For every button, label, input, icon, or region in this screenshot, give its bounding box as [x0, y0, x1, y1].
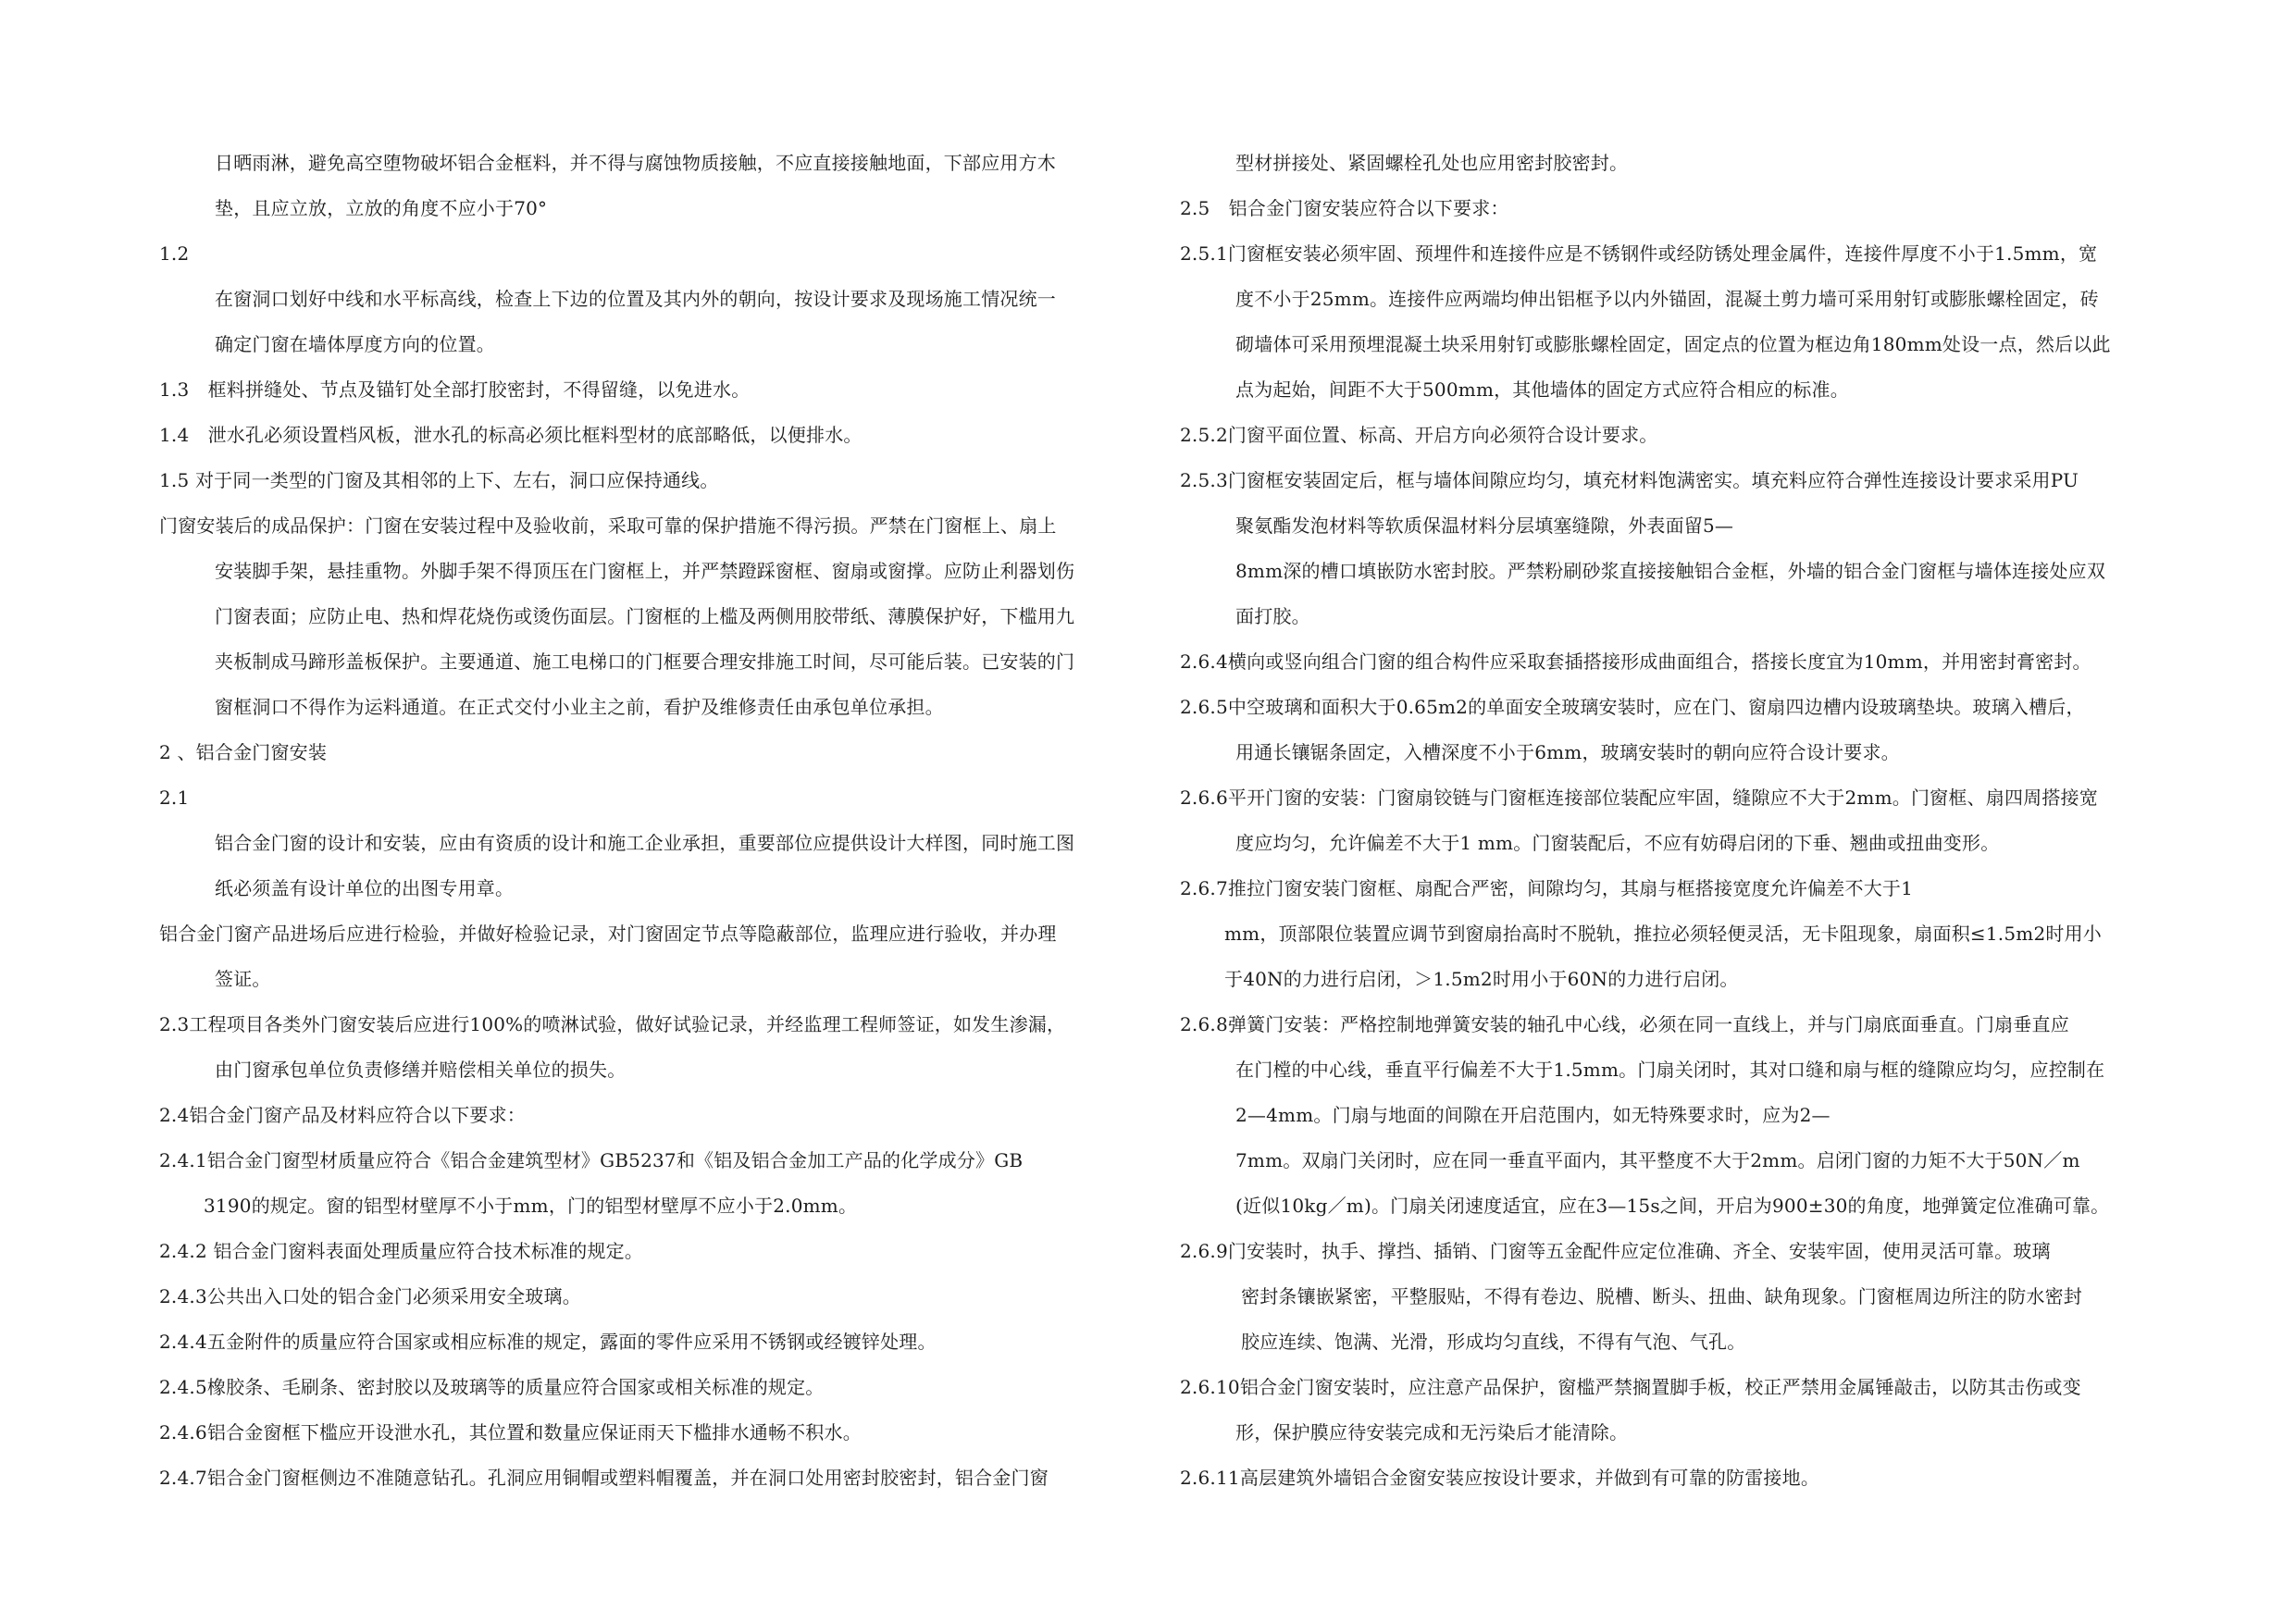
- text-line: 度不小于25mm。连接件应两端均伸出铝框予以内外锚固，混凝土剪力墙可采用射钉或膨胀螺栓固定，砖: [1235, 288, 2099, 310]
- text-line: 在门樘的中心线，垂直平行偏差不大于1.5mm。门扇关闭时，其对口缝和扇与框的缝隙应均匀，应控制在: [1235, 1059, 2105, 1081]
- text-line: 铝合金门窗产品进场后应进行检验，并做好检验记录，对门窗固定节点等隐蔽部位，监理应进行验收，并办理: [159, 923, 1057, 945]
- text-line: 2.5.3门窗框安装固定后，框与墙体间隙应均匀，填充材料饱满密实。填充料应符合弹性连接设计要求采用PU: [1180, 469, 2079, 491]
- text-line: 砌墙体可采用预埋混凝土块采用射钉或膨胀螺栓固定，固定点的位置为框边角180mm处设一点，然后以此: [1235, 333, 2111, 355]
- text-line: 1.2: [159, 242, 190, 265]
- text-line: 2.6.8弹簧门安装：严格控制地弹簧安装的轴孔中心线，必须在同一直线上，并与门扇底面垂直。门扇垂直应: [1180, 1013, 2069, 1035]
- text-line: 纸必须盖有设计单位的出图专用章。: [215, 877, 515, 899]
- text-line: 2.3工程项目各类外门窗安装后应进行100%的喷淋试验，做好试验记录，并经监理工程师签证，如发生渗漏，: [159, 1013, 1066, 1035]
- text-line: 2.5.1门窗框安装必须牢固、预埋件和连接件应是不锈钢件或经防锈处理金属件，连接件厚度不小于1.5mm，宽: [1180, 242, 2098, 265]
- text-line: 8mm深的槽口填嵌防水密封胶。严禁粉刷砂浆直接接触铝合金框，外墙的铝合金门窗框与墙体连接处应双: [1235, 560, 2106, 582]
- text-line: 日晒雨淋，避免高空堕物破坏铝合金框料，并不得与腐蚀物质接触，不应直接接触地面，下部应用方木: [215, 152, 1056, 174]
- text-line: 2.6.9门安装时，执手、撑挡、插销、门窗等五金配件应定位准确、齐全、安装牢固，使用灵活可靠。玻璃: [1180, 1240, 2051, 1262]
- text-line: 签证。: [215, 968, 271, 990]
- text-line: 2.5.2门窗平面位置、标高、开启方向必须符合设计要求。: [1180, 424, 1658, 446]
- text-line: 7mm。双扇门关闭时，应在同一垂直平面内，其平整度不大于2mm。启闭门窗的力矩不大于50N／m: [1235, 1149, 2080, 1171]
- text-line: 聚氨酯发泡材料等软质保温材料分层填塞缝隙，外表面留5—: [1235, 514, 1734, 537]
- text-line: 2.6.5中空玻璃和面积大于0.65m2的单面安全玻璃安装时，应在门、窗扇四边槽内设玻璃垫块。玻璃入槽后，: [1180, 696, 2085, 718]
- text-line: 形，保护膜应待安装完成和无污染后才能清除。: [1235, 1421, 1629, 1443]
- text-line: 型材拼接处、紧固螺栓孔处也应用密封胶密封。: [1235, 152, 1629, 174]
- text-line: 铝合金门窗的设计和安装，应由有资质的设计和施工企业承担，重要部位应提供设计大样图，同时施工图: [215, 832, 1075, 854]
- text-line: 2.5 铝合金门窗安装应符合以下要求：: [1180, 197, 1509, 219]
- text-line: 夹板制成马蹄形盖板保护。主要通道、施工电梯口的门框要合理安排施工时间，尽可能后装。已安装的门: [215, 650, 1075, 673]
- text-line: 确定门窗在墙体厚度方向的位置。: [215, 333, 495, 355]
- text-line: 于40N的力进行启闭，＞1.5m2时用小于60N的力进行启闭。: [1224, 968, 1739, 990]
- text-line: 密封条镶嵌紧密，平整服贴，不得有卷边、脱槽、断头、扭曲、缺角现象。门窗框周边所注的防水密封: [1241, 1285, 2082, 1307]
- text-line: 面打胶。: [1235, 605, 1310, 627]
- text-line: 胶应连续、饱满、光滑，形成均匀直线，不得有气泡、气孔。: [1241, 1331, 1746, 1353]
- text-line: 2.4.3公共出入口处的铝合金门必须采用安全玻璃。: [159, 1285, 581, 1307]
- text-line: 2.4.6铝合金窗框下槛应开设泄水孔，其位置和数量应保证雨天下槛排水通畅不积水。: [159, 1421, 862, 1443]
- text-line: 门窗安装后的成品保护：门窗在安装过程中及验收前，采取可靠的保护措施不得污损。严禁在门窗框上、扇上: [159, 514, 1057, 537]
- text-line: 由门窗承包单位负责修缮并赔偿相关单位的损失。: [215, 1059, 627, 1081]
- text-line: 1.4 泄水孔必须设置档风板，泄水孔的标高必须比框料型材的底部略低，以便排水。: [159, 424, 863, 446]
- text-line: 在窗洞口划好中线和水平标高线，检查上下边的位置及其内外的朝向，按设计要求及现场施工情况统一: [215, 288, 1056, 310]
- text-line: 2.4.2 铝合金门窗料表面处理质量应符合技术标准的规定。: [159, 1240, 644, 1262]
- text-line: 安装脚手架，悬挂重物。外脚手架不得顶压在门窗框上，并严禁蹬踩窗框、窗扇或窗撑。应防止利器划伤: [215, 560, 1075, 582]
- text-line: 2.1: [159, 787, 190, 809]
- left-column: [159, 141, 1159, 1501]
- text-line: 窗框洞口不得作为运料通道。在正式交付小业主之前，看护及维修责任由承包单位承担。: [215, 696, 944, 718]
- text-line: mm，顶部限位装置应调节到窗扇抬高时不脱轨，推拉必须轻便灵活，无卡阻现象，扇面积≤1.5m2时用小: [1224, 923, 2102, 945]
- text-line: 2.4.4五金附件的质量应符合国家或相应标准的规定，露面的零件应采用不锈钢或经镀锌处理。: [159, 1331, 937, 1353]
- text-line: 2.6.11高层建筑外墙铝合金窗安装应按设计要求，并做到有可靠的防雷接地。: [1180, 1467, 1820, 1489]
- text-line: 1.3 框料拼缝处、节点及锚钉处全部打胶密封，不得留缝，以免进水。: [159, 378, 751, 401]
- text-line: 2.4铝合金门窗产品及材料应符合以下要求：: [159, 1104, 527, 1126]
- text-line: 2.6.4横向或竖向组合门窗的组合构件应采取套插搭接形成曲面组合，搭接长度宜为10mm，并用密封膏密封。: [1180, 650, 2091, 673]
- text-line: 点为起始，间距不大于500mm，其他墙体的固定方式应符合相应的标准。: [1235, 378, 1849, 401]
- text-line: 门窗表面；应防止电、热和焊花烧伤或烫伤面层。门窗框的上槛及两侧用胶带纸、薄膜保护好，下槛用九: [215, 605, 1075, 627]
- text-line: 2.6.6平开门窗的安装：门窗扇铰链与门窗框连接部位装配应牢固，缝隙应不大于2mm。门窗框、扇四周搭接宽: [1180, 787, 2098, 809]
- text-line: 3190的规定。窗的铝型材壁厚不小于mm，门的铝型材壁厚不应小于2.0mm。: [204, 1195, 858, 1217]
- right-column: [1180, 141, 2175, 1501]
- text-line: 1.5 对于同一类型的门窗及其相邻的上下、左右，洞口应保持通线。: [159, 469, 719, 491]
- text-line: 2.4.7铝合金门窗框侧边不准随意钻孔。孔洞应用铜帽或塑料帽覆盖，并在洞口处用密封胶密封，铝合金门窗: [159, 1467, 1049, 1489]
- text-line: 2.4.5橡胶条、毛刷条、密封胶以及玻璃等的质量应符合国家或相关标准的规定。: [159, 1376, 825, 1398]
- text-line: 2—4mm。门扇与地面的间隙在开启范围内，如无特殊要求时，应为2—: [1235, 1104, 1831, 1126]
- text-line: 2.6.10铝合金门窗安装时，应注意产品保护，窗槛严禁搁置脚手板，校正严禁用金属锤敲击，以防其击伤或变: [1180, 1376, 2081, 1398]
- text-line: 用通长镶锯条固定，入槽深度不小于6mm，玻璃安装时的朝向应符合设计要求。: [1235, 741, 1900, 763]
- text-line: 度应均匀，允许偏差不大于1 mm。门窗装配后，不应有妨碍启闭的下垂、翘曲或扭曲变形。: [1235, 832, 2000, 854]
- text-line: 垫，且应立放，立放的角度不应小于70°: [215, 197, 548, 219]
- text-line: 2.6.7推拉门窗安装门窗框、扇配合严密，间隙均匀，其扇与框搭接宽度允许偏差不大于1: [1180, 877, 1914, 899]
- text-line: (近似10kg／m)。门扇关闭速度适宜，应在3—15s之间，开启为900±30的角度，地弹簧定位准确可靠。: [1235, 1195, 2110, 1217]
- text-line: 2 、铝合金门窗安装: [159, 741, 328, 763]
- text-line: 2.4.1铝合金门窗型材质量应符合《铝合金建筑型材》GB5237和《铝及铝合金加工产品的化学成分》GB: [159, 1149, 1024, 1171]
